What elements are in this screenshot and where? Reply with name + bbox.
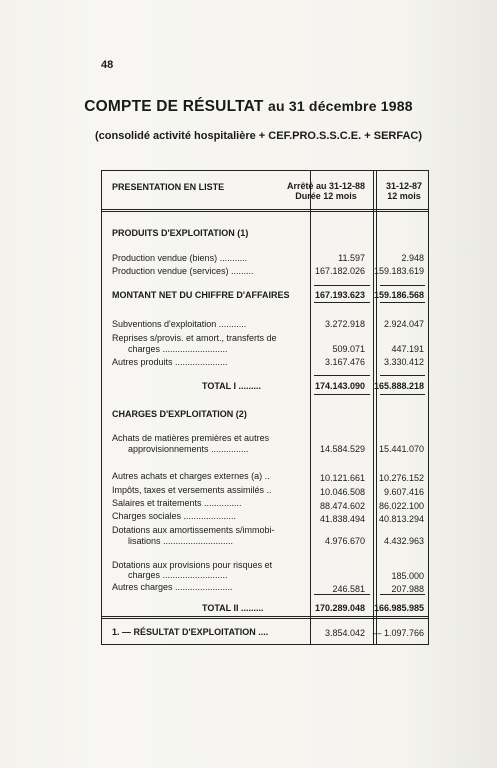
column-divider: [310, 171, 311, 644]
value-1988: 167.193.623: [314, 290, 365, 300]
row-label: Achats de matières premières et autres: [112, 433, 270, 443]
row-label-cont: lisations ............................: [128, 536, 234, 546]
page-number: 48: [101, 59, 114, 71]
row-label-cont: charges ..........................: [128, 344, 228, 354]
header-col-1987-line1: 31-12-87: [385, 181, 423, 191]
section-title-produits: PRODUITS D'EXPLOITATION (1): [112, 228, 249, 238]
value-1988: 167.182.026: [314, 266, 365, 276]
value-1987: 15.441.070: [378, 444, 424, 454]
subtotal-line: [380, 285, 425, 286]
row-label-cont: approvisionnements ...............: [128, 444, 249, 454]
value-1988: 88.474.602: [319, 501, 365, 511]
value-1988: 3.854.042: [324, 628, 365, 638]
subtotal-line: [380, 302, 425, 303]
column-divider: [373, 171, 374, 644]
value-1987: 86.022.100: [378, 501, 424, 511]
value-1987: 10.276.152: [378, 473, 424, 483]
value-1988: 246.581: [332, 584, 365, 594]
income-statement-table: [101, 170, 429, 645]
row-label: Autres produits .....................: [112, 357, 228, 367]
header-presentation: PRESENTATION EN LISTE: [112, 182, 225, 192]
result-label: 1. — RÉSULTAT D'EXPLOITATION ....: [112, 627, 269, 637]
value-1988: 11.597: [338, 253, 365, 263]
value-1988: 41.838.494: [319, 514, 365, 524]
value-1987: 159.183.619: [373, 266, 424, 276]
value-1987: 159.186.568: [373, 290, 424, 300]
row-label-bold: MONTANT NET DU CHIFFRE D'AFFAIRES: [112, 290, 290, 300]
subtotal-line: [314, 394, 370, 395]
value-1988: 4.976.670: [324, 536, 365, 546]
value-1987: 185.000: [391, 571, 424, 581]
total-label: TOTAL II .........: [202, 603, 264, 613]
title-date: au 31 décembre 1988: [268, 98, 413, 114]
header-divider: [102, 209, 428, 210]
section-title-charges: CHARGES D'EXPLOITATION (2): [112, 409, 247, 419]
row-label: Dotations aux provisions pour risques et: [112, 560, 273, 570]
value-1987: 4.432.963: [383, 536, 424, 546]
page-subtitle: (consolidé activité hospitalière + CEF.PRO.S.S.C.E. + SERFAC): [94, 130, 423, 142]
header-col-1988-line2: Durée 12 mois: [295, 191, 357, 201]
row-label: Autres charges .......................: [112, 582, 233, 592]
value-1987: 9.607.416: [383, 487, 424, 497]
value-1988: 509.071: [332, 344, 365, 354]
value-1988: 3.272.918: [324, 319, 365, 329]
row-label: Reprises s/provis. et amort., transferts de: [112, 333, 277, 343]
row-label: Charges sociales .....................: [112, 511, 237, 521]
total-label: TOTAL I .........: [202, 381, 262, 391]
header-col-1987: [378, 181, 430, 201]
row-label: Subventions d'exploitation ...........: [112, 319, 247, 329]
subtotal-line: [380, 375, 425, 376]
value-1987: 166.985.985: [373, 603, 424, 613]
row-label: Production vendue (biens) ...........: [112, 253, 248, 263]
value-1987: 2.924.047: [383, 319, 424, 329]
value-1987: 40.813.294: [378, 514, 424, 524]
subtotal-line: [380, 394, 425, 395]
subtotal-line: [314, 375, 370, 376]
row-label: Production vendue (services) .........: [112, 266, 254, 276]
page-title: [0, 98, 497, 116]
value-1988: 174.143.090: [314, 381, 365, 391]
value-1988: 10.121.661: [319, 473, 365, 483]
value-1988: 170.289.048: [314, 603, 365, 613]
value-1987: 447.191: [391, 344, 424, 354]
row-label: Impôts, taxes et versements assimilés ..: [112, 485, 272, 495]
header-divider: [102, 211, 428, 212]
total-divider: [102, 618, 428, 619]
row-label: Autres achats et charges externes (a) ..: [112, 471, 270, 481]
value-1988: 3.167.476: [324, 357, 365, 367]
row-label: Salaires et traitements ...............: [112, 498, 242, 508]
total-divider: [102, 616, 428, 617]
row-label: Dotations aux amortissements s/immobi-: [112, 525, 275, 535]
header-col-1988: [274, 181, 378, 201]
value-1987: 2.948: [401, 253, 424, 263]
value-1987: — 1.097.766: [372, 628, 424, 638]
subtotal-line: [314, 285, 370, 286]
column-divider: [376, 171, 377, 644]
value-1987: 207.988: [391, 584, 424, 594]
value-1988: 14.584.529: [319, 444, 365, 454]
row-label-cont: charges ..........................: [128, 570, 228, 580]
header-col-1987-line2: 12 mois: [387, 191, 421, 201]
value-1987: 165.888.218: [373, 381, 424, 391]
subtotal-line: [314, 302, 370, 303]
title-main: COMPTE DE RÉSULTAT: [84, 98, 264, 115]
value-1988: 10.046.508: [319, 487, 365, 497]
header-col-1988-line1: Arrêté au 31-12-88: [286, 181, 366, 191]
value-1987: 3.330.412: [383, 357, 424, 367]
